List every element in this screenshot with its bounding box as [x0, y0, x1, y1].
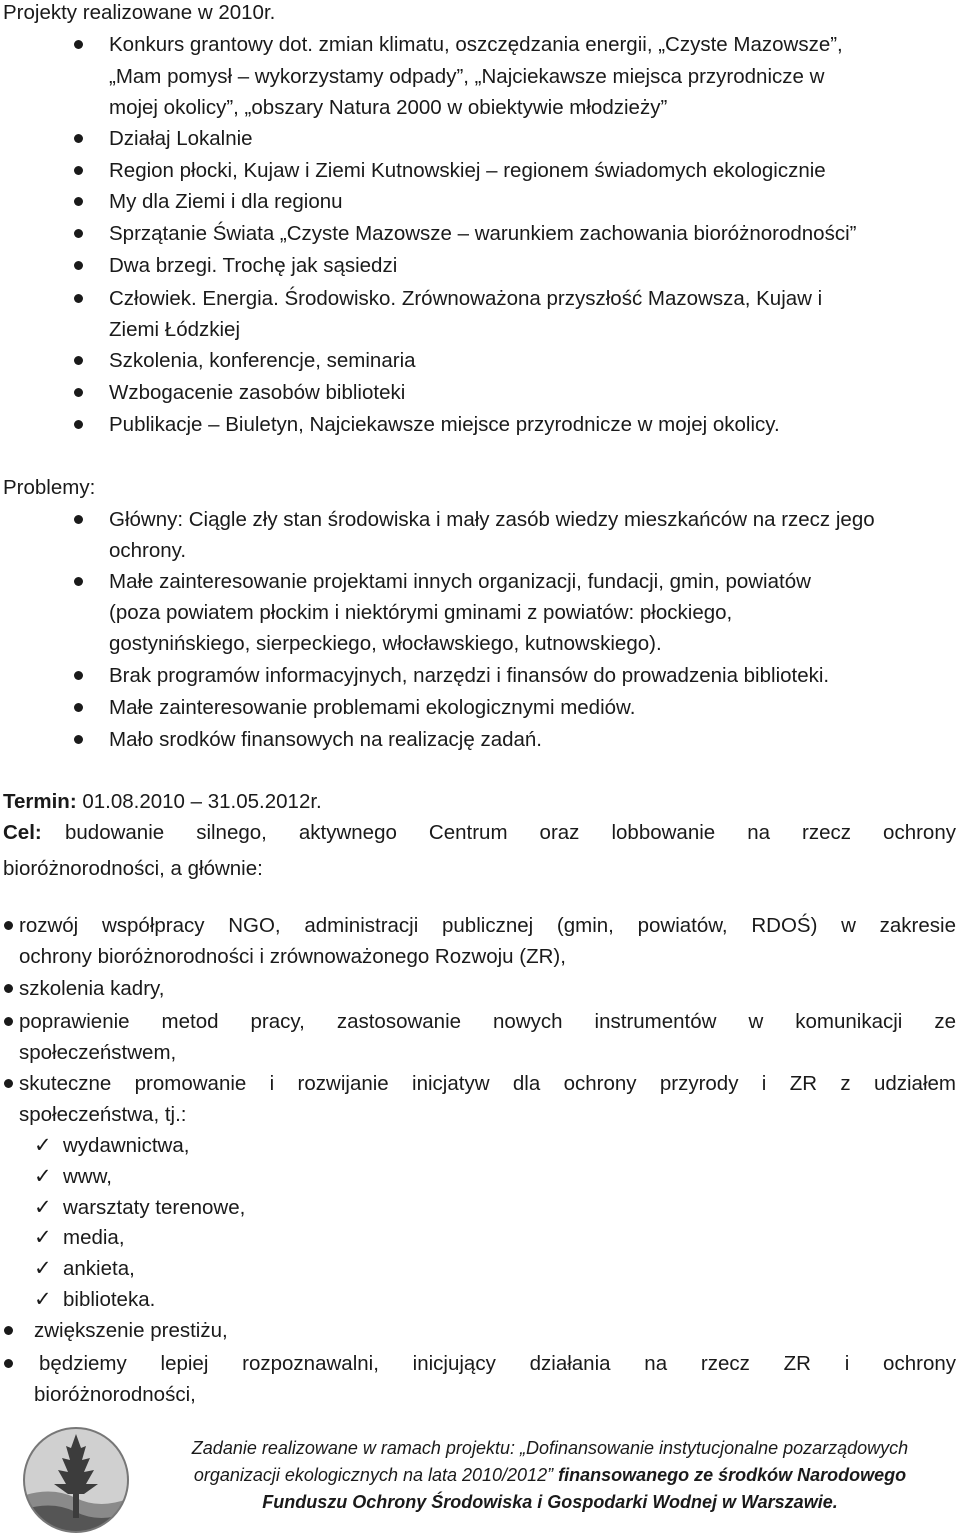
projects-item-9: Wzbogacenie zasobów biblioteki — [109, 381, 406, 404]
bullet-icon — [74, 40, 83, 49]
bullet-icon — [74, 166, 83, 175]
check-item: warsztaty terenowe, — [63, 1196, 246, 1219]
problems-item-3: Brak programów informacyjnych, narzędzi i finansów do prowadzenia biblioteki. — [109, 664, 830, 687]
goal-4-cont: społeczeństwa, tj.: — [19, 1103, 187, 1126]
termin-value: 01.08.2010 – 31.05.2012r. — [82, 790, 322, 813]
footer-line-3: Funduszu Ochrony Środowiska i Gospodarki Wodnej w Warszawie. — [262, 1492, 838, 1512]
goal-4: skuteczne promowanie i rozwijanie inicjatyw dla ochrony przyrody i ZR z udziałem — [19, 1072, 956, 1095]
goal-3: poprawienie metod pracy, zastosowanie nowych instrumentów w komunikacji ze — [19, 1010, 956, 1033]
projects-item-1: Konkurs grantowy dot. zmian klimatu, oszczędzania energii, „Czyste Mazowsze”, — [109, 33, 843, 56]
check-item: biblioteka. — [63, 1288, 156, 1311]
projects-heading: Projekty realizowane w 2010r. — [3, 1, 276, 24]
check-item: ankieta, — [63, 1257, 135, 1280]
footer-line-2a: organizacji ekologicznych na lata 2010/2012” — [193, 1465, 554, 1485]
checkmark-icon: ✓ — [34, 1226, 52, 1249]
bullet-icon — [74, 356, 83, 365]
bullet-icon — [74, 735, 83, 744]
bullet-icon — [74, 671, 83, 680]
projects-item-4: My dla Ziemi i dla regionu — [109, 190, 343, 213]
bullet-icon — [74, 229, 83, 238]
bullet-icon — [74, 515, 83, 524]
projects-item-2: Działaj Lokalnie — [109, 127, 253, 150]
projects-item-7: Człowiek. Energia. Środowisko. Zrównoważona przyszłość Mazowsza, Kujaw i — [109, 287, 823, 310]
problems-item-2: Małe zainteresowanie projektami innych organizacji, fundacji, gmin, powiatów — [109, 570, 811, 593]
checkmark-icon: ✓ — [34, 1134, 52, 1157]
bullet-icon — [4, 1326, 13, 1335]
goal-5: zwiększenie prestiżu, — [34, 1319, 228, 1342]
projects-item-7-cont: Ziemi Łódzkiej — [109, 318, 241, 341]
bullet-icon — [4, 1017, 13, 1026]
problems-item-2-cont: (poza powiatem płockim i niektórymi gminami z powiatów: płockiego, — [109, 601, 733, 624]
projects-item-6: Dwa brzegi. Trochę jak sąsiedzi — [109, 254, 398, 277]
cel-text-cont: bioróżnorodności, a głównie: — [3, 857, 263, 880]
goal-2: szkolenia kadry, — [19, 977, 165, 1000]
cel-label: Cel: — [3, 821, 42, 844]
bullet-icon — [74, 703, 83, 712]
checkmark-icon: ✓ — [34, 1165, 52, 1188]
bullet-icon — [74, 420, 83, 429]
projects-item-1-cont: „Mam pomysł – wykorzystamy odpady”, „Najciekawsze miejsca przyrodnicze w — [109, 65, 825, 88]
bullet-icon — [74, 134, 83, 143]
bullet-icon — [74, 294, 83, 303]
projects-item-1-cont: mojej okolicy”, „obszary Natura 2000 w obiektywie młodzieży” — [109, 96, 668, 119]
problems-item-1-cont: ochrony. — [109, 539, 187, 562]
checkmark-icon: ✓ — [34, 1257, 52, 1280]
projects-item-5: Sprzątanie Świata „Czyste Mazowsze – warunkiem zachowania bioróżnorodności” — [109, 222, 857, 245]
bullet-icon — [4, 921, 13, 930]
problems-item-1: Główny: Ciągle zły stan środowiska i mały zasób wiedzy mieszkańców na rzecz jego — [109, 508, 875, 531]
bullet-icon — [4, 984, 13, 993]
goal-6: będziemy lepiej rozpoznawalni, inicjujący działania na rzecz ZR i ochrony — [39, 1352, 956, 1375]
check-item: media, — [63, 1226, 125, 1249]
footer-line-2b: finansowanego ze środków Narodowego — [558, 1465, 907, 1485]
goal-3-cont: społeczeństwem, — [19, 1041, 177, 1064]
footer-line-1: Zadanie realizowane w ramach projektu: „Dofinansowanie instytucjonalne pozarządowych — [191, 1438, 909, 1458]
goal-1: rozwój współpracy NGO, administracji publicznej (gmin, powiatów, RDOŚ) w zakresie — [19, 914, 956, 937]
bullet-icon — [74, 577, 83, 586]
bullet-icon — [4, 1359, 13, 1368]
problems-item-2-cont: gostynińskiego, sierpeckiego, włocławskiego, kutnowskiego). — [109, 632, 662, 655]
cel-text: budowanie silnego, aktywnego Centrum oraz lobbowanie na rzecz ochrony — [65, 821, 956, 844]
checkmark-icon: ✓ — [34, 1288, 52, 1311]
projects-item-8: Szkolenia, konferencje, seminaria — [109, 349, 416, 372]
goal-1-cont: ochrony bioróżnorodności i zrównoważonego Rozwoju (ZR), — [19, 945, 566, 968]
bullet-icon — [74, 197, 83, 206]
goal-6-cont: bioróżnorodności, — [34, 1383, 196, 1406]
problems-item-5: Mało srodków finansowych na realizację zadań. — [109, 728, 543, 751]
nfosigw-logo-icon — [22, 1426, 130, 1534]
projects-item-10: Publikacje – Biuletyn, Najciekawsze miejsce przyrodnicze w mojej okolicy. — [109, 413, 780, 436]
termin-label: Termin: — [3, 790, 77, 813]
checkmark-icon: ✓ — [34, 1196, 52, 1219]
bullet-icon — [4, 1079, 13, 1088]
check-item: wydawnictwa, — [63, 1134, 190, 1157]
bullet-icon — [74, 261, 83, 270]
bullet-icon — [74, 388, 83, 397]
problems-heading: Problemy: — [3, 476, 96, 499]
check-item: www, — [63, 1165, 112, 1188]
problems-item-4: Małe zainteresowanie problemami ekologicznymi mediów. — [109, 696, 636, 719]
projects-item-3: Region płocki, Kujaw i Ziemi Kutnowskiej – regionem świadomych ekologicznie — [109, 159, 826, 182]
